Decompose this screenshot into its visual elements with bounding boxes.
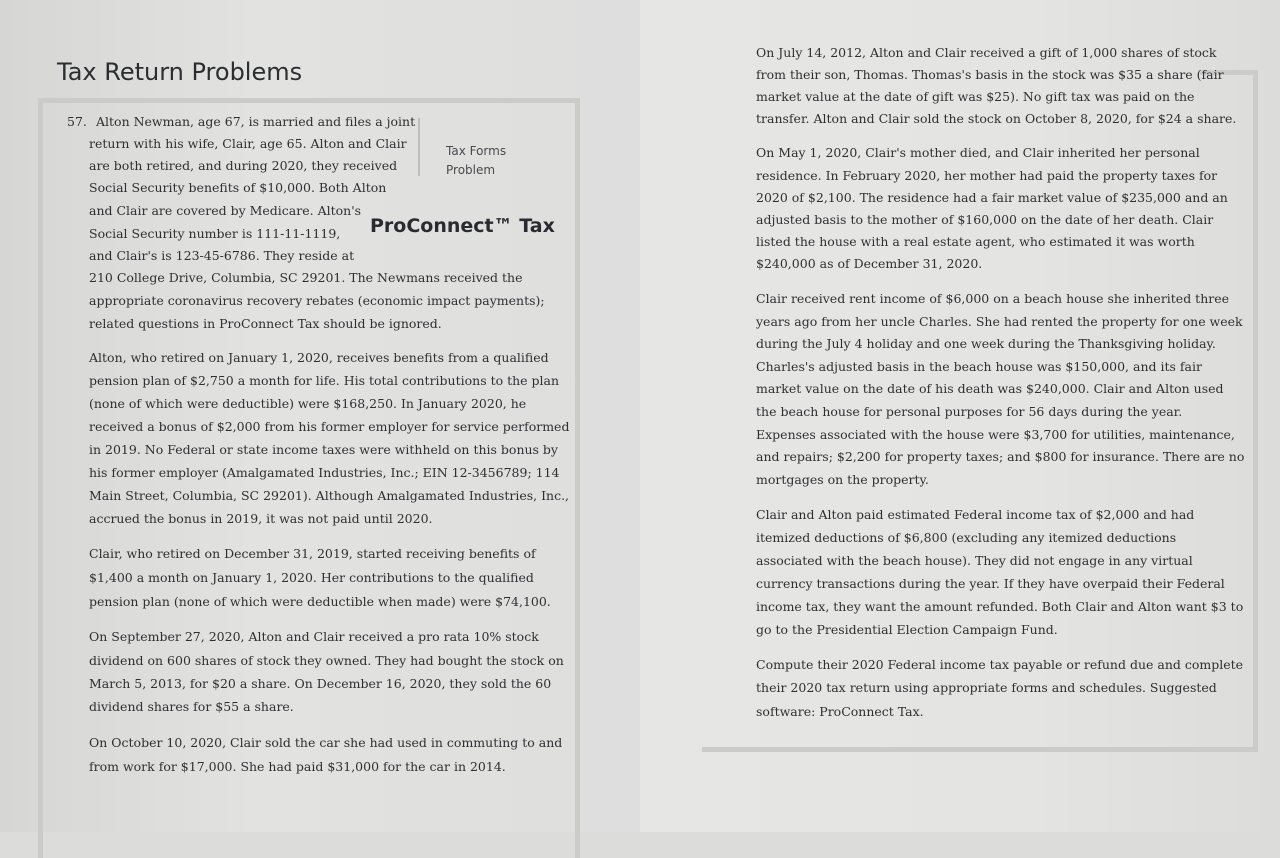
text-line: Charles's adjusted basis in the beach house was $150,000, and its fair	[756, 359, 1202, 374]
text-line: return with his wife, Clair, age 65. Alton and Clair	[89, 136, 407, 151]
text-line: Clair and Alton paid estimated Federal income tax of $2,000 and had	[756, 507, 1195, 522]
text-line: currency transactions during the year. If they have overpaid their Federal	[756, 576, 1225, 591]
text-line: 2020 of $2,100. The residence had a fair market value of $235,000 and an	[756, 190, 1228, 205]
text-line: itemized deductions of $6,800 (excluding any itemized deductions	[756, 530, 1177, 545]
text-line: years ago from her uncle Charles. She had rented the property for one week	[756, 314, 1243, 329]
text-line: pension plan (none of which were deductible when made) were $74,100.	[89, 594, 551, 609]
text-line: 210 College Drive, Columbia, SC 29201. The Newmans received the	[89, 270, 523, 285]
text-line: in 2019. No Federal or state income taxes were withheld on this bonus by	[89, 442, 558, 457]
text-line: residence. In February 2020, her mother had paid the property taxes for	[756, 168, 1218, 183]
text-line: from work for $17,000. She had paid $31,000 for the car in 2014.	[89, 759, 506, 774]
text-line: On May 1, 2020, Clair's mother died, and Clair inherited her personal	[756, 145, 1200, 160]
text-line: mortgages on the property.	[756, 472, 929, 487]
text-line: his former employer (Amalgamated Industries, Inc.; EIN 12-3456789; 114	[89, 465, 560, 480]
text-line: $240,000 as of December 31, 2020.	[756, 256, 983, 271]
text-line: adjusted basis to the mother of $160,000 on the date of her death. Clair	[756, 212, 1214, 227]
text-line: associated with the beach house). They did not engage in any virtual	[756, 553, 1193, 568]
text-line: market value on the date of his death was $240,000. Clair and Alton used	[756, 381, 1224, 396]
text-line: Social Security benefits of $10,000. Both Alton	[89, 180, 387, 195]
text-line: income tax, they want the amount refunded. Both Clair and Alton want $3 to	[756, 599, 1244, 614]
text-line: accrued the bonus in 2019, it was not paid until 2020.	[89, 511, 433, 526]
text-line: Clair, who retired on December 31, 2019, started receiving benefits of	[89, 546, 536, 561]
text-line: Alton, who retired on January 1, 2020, receives benefits from a qualified	[89, 350, 549, 365]
text-line: and repairs; $2,200 for property taxes; and $800 for insurance. There are no	[756, 449, 1245, 464]
text-line: March 5, 2013, for $20 a share. On December 16, 2020, they sold the 60	[89, 676, 552, 691]
text-line: On October 10, 2020, Clair sold the car she had used in commuting to and	[89, 735, 563, 750]
sidebar-label-tax-forms: Tax Forms	[446, 144, 507, 158]
sidebar-divider	[418, 118, 420, 176]
text-line: Clair received rent income of $6,000 on a beach house she inherited three	[756, 291, 1230, 306]
text-line: Social Security number is 111-11-1119,	[89, 226, 341, 241]
text-line: software: ProConnect Tax.	[756, 704, 924, 719]
section-title: Tax Return Problems	[57, 58, 303, 86]
text-line: transfer. Alton and Clair sold the stock on October 8, 2020, for $24 a share.	[756, 111, 1237, 126]
text-line: their 2020 tax return using appropriate forms and schedules. Suggested	[756, 680, 1217, 695]
text-line: the beach house for personal purposes for 56 days during the year.	[756, 404, 1183, 419]
text-line: On July 14, 2012, Alton and Clair received a gift of 1,000 shares of stock	[756, 45, 1217, 60]
text-line: received a bonus of $2,000 from his former employer for service performed	[89, 419, 570, 434]
text-line: are both retired, and during 2020, they received	[89, 158, 398, 173]
text-line: On September 27, 2020, Alton and Clair received a pro rata 10% stock	[89, 629, 539, 644]
text-line: listed the house with a real estate agent, who estimated it was worth	[756, 234, 1195, 249]
text-line: and Clair are covered by Medicare. Alton's	[89, 203, 362, 218]
proconnect-badge: ProConnect™ Tax	[370, 215, 555, 237]
text-line: Alton Newman, age 67, is married and files a joint	[96, 114, 416, 129]
text-line: appropriate coronavirus recovery rebates (economic impact payments);	[89, 293, 545, 308]
text-line: go to the Presidential Election Campaign Fund.	[756, 622, 1058, 637]
text-line: Compute their 2020 Federal income tax payable or refund due and complete	[756, 657, 1244, 672]
problem-number: 57.	[67, 114, 87, 129]
text-line: $1,400 a month on January 1, 2020. Her contributions to the qualified	[89, 570, 534, 585]
text-line: Expenses associated with the house were $3,700 for utilities, maintenance,	[756, 427, 1235, 442]
text-line: related questions in ProConnect Tax should be ignored.	[89, 316, 442, 331]
text-line: dividend on 600 shares of stock they owned. They had bought the stock on	[89, 653, 564, 668]
text-line: dividend shares for $55 a share.	[89, 699, 294, 714]
text-line: market value at the date of gift was $25). No gift tax was paid on the	[756, 89, 1195, 104]
text-line: and Clair's is 123-45-6786. They reside at	[89, 248, 355, 263]
text-line: Main Street, Columbia, SC 29201). Although Amalgamated Industries, Inc.,	[89, 488, 570, 503]
text-line: pension plan of $2,750 a month for life. His total contributions to the plan	[89, 373, 560, 388]
sidebar-label-problem: Problem	[446, 163, 496, 177]
text-line: during the July 4 holiday and one week during the Thanksgiving holiday.	[756, 336, 1216, 351]
text-line: from their son, Thomas. Thomas's basis in the stock was $35 a share (fair	[756, 67, 1224, 82]
text-line: (none of which were deductible) were $168,250. In January 2020, he	[89, 396, 527, 411]
